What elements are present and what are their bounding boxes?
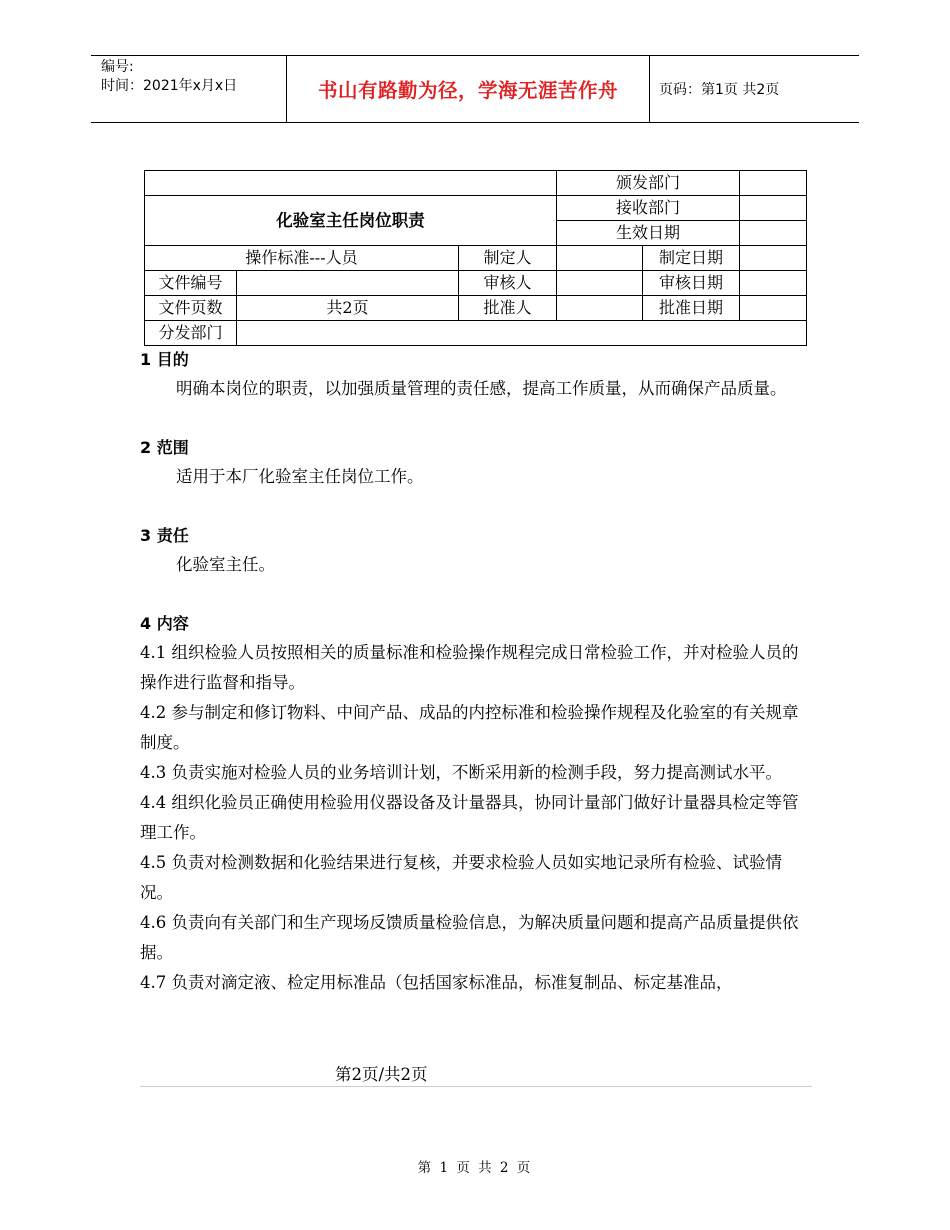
approver-value [557,296,643,321]
review-date-label: 审核日期 [643,271,740,296]
header-left-block [101,58,237,96]
content-item: 4.2 参与制定和修订物料、中间产品、成品的内控标准和检验操作规程及化验室的有关规章制度。 [140,703,799,752]
content-item: 4.5 负责对检测数据和化验结果进行复核，并要求检验人员如实地记录所有检验、试验情况。 [140,853,782,902]
content-item: 4.4 组织化验员正确使用检验用仪器设备及计量器具，协同计量部门做好计量器具检定等管理工作。 [140,793,799,842]
section-title: 1 目的 [140,350,189,369]
issue-dept-value [740,171,807,196]
content-item: 4.6 负责向有关部门和生产现场反馈质量检验信息，为解决质量问题和提高产品质量提供依据。 [140,913,799,962]
content-item: 4.7 负责对滴定液、检定用标准品（包括国家标准品，标准复制品、标定基准品， [140,973,733,992]
file-no-label: 文件编号 [145,271,237,296]
page-footer: 第 1 页 共 2 页 [417,1160,533,1176]
draft-date-label: 制定日期 [643,246,740,271]
drafter-value [557,246,643,271]
approver-label: 批准人 [459,296,557,321]
section-title: 3 责任 [140,526,189,545]
bottom-divider [140,1086,812,1087]
approve-date-value [740,296,807,321]
distribution-value [237,321,807,346]
section-title: 4 内容 [140,614,189,633]
reviewer-label: 审核人 [459,271,557,296]
section-paragraph: 化验室主任。 [176,555,275,574]
draft-date-value [740,246,807,271]
receive-dept-label: 接收部门 [557,196,740,221]
document-meta-table [144,170,807,346]
standard-label: 操作标准---人员 [145,246,459,271]
header-motto: 书山有路勤为径，学海无涯苦作舟 [317,79,618,102]
inner-page-number-text: 第2页/共2页 [335,1065,428,1084]
meta-blank-cell [145,171,557,196]
file-no-value [237,271,459,296]
doc-time-label: 时间：2021年x月x日 [101,78,238,94]
distribution-label: 分发部门 [145,321,237,346]
approve-date-label: 批准日期 [643,296,740,321]
effective-date-value [740,221,807,246]
document-header [91,55,859,123]
section-paragraph: 明确本岗位的职责，以加强质量管理的责任感，提高工作质量，从而确保产品质量。 [176,379,787,398]
header-page-info: 页码：第1页 共2页 [659,82,780,98]
section-title: 2 范围 [140,438,189,457]
receive-dept-value [740,196,807,221]
content-item: 4.3 负责实施对检验人员的业务培训计划，不断采用新的检测手段，努力提高测试水平。 [140,763,782,782]
doc-code-label: 编号: [101,59,134,75]
header-divider [649,56,650,122]
doc-title: 化验室主任岗位职责 [145,196,557,246]
effective-date-label: 生效日期 [557,221,740,246]
reviewer-value [557,271,643,296]
section-paragraph: 适用于本厂化验室主任岗位工作。 [176,467,424,486]
issue-dept-label: 颁发部门 [557,171,740,196]
file-pages-label: 文件页数 [145,296,237,321]
content-item: 4.1 组织检验人员按照相关的质量标准和检验操作规程完成日常检验工作，并对检验人员的操作进行监督和指导。 [140,643,799,692]
document-body [140,346,812,998]
file-pages-value: 共2页 [237,296,459,321]
review-date-value [740,271,807,296]
drafter-label: 制定人 [459,246,557,271]
